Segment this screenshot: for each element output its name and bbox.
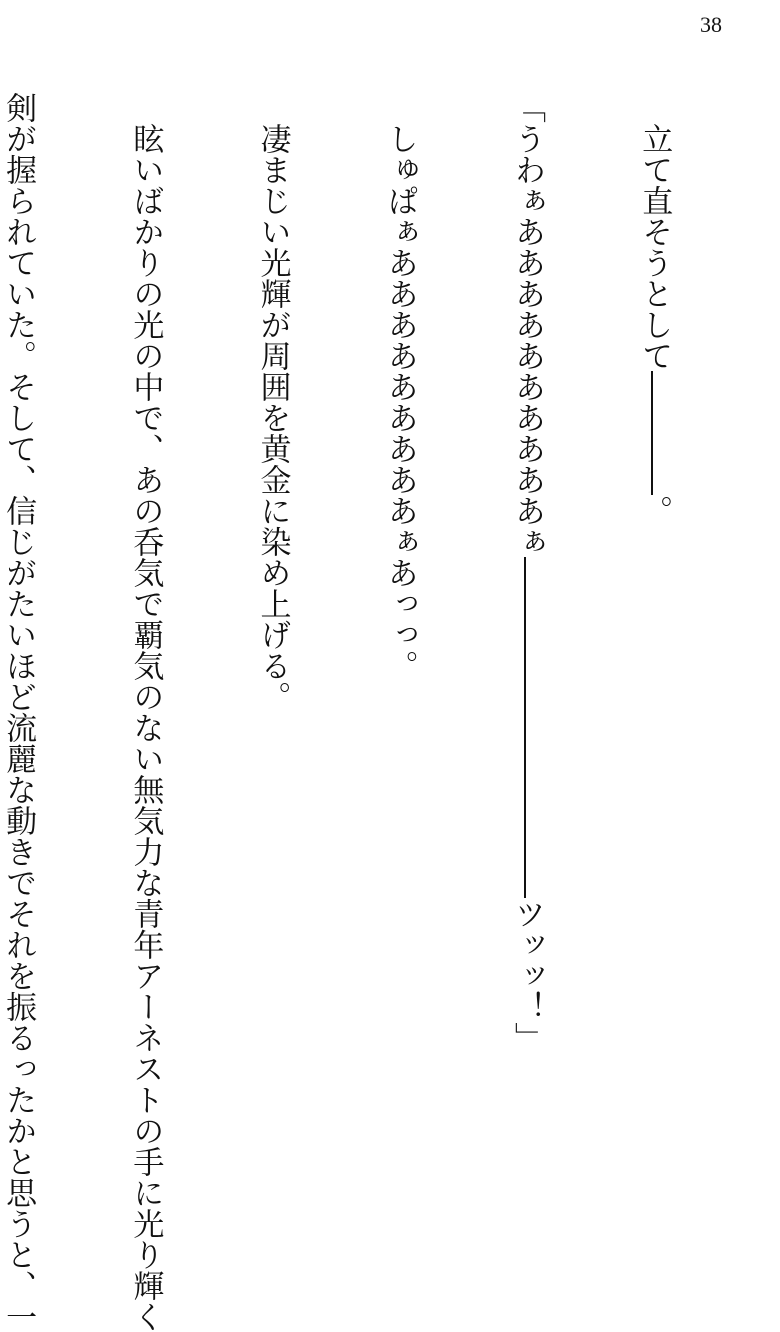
page-number: 38 (700, 12, 722, 37)
vertical-text-body (0, 92, 760, 1332)
text-line: 眩いばかりの光の中で、あの呑気で覇気のない無気力な青年アーネストの手に光り輝く (127, 123, 164, 1332)
text-line: 立て直そうとして――――。 (636, 123, 673, 526)
text-line: 剣が握られていた。そして、信じがたいほど流麗な動きでそれを振るったかと思うと、一 (0, 92, 37, 1332)
text-line: 「うわぁああああああああああぁ―――――――――――ツッッ！」 (508, 92, 545, 1053)
text-line: 凄まじい光輝が周囲を黄金に染め上げる。 (254, 123, 291, 712)
text-line: しゅぱぁあああああああああぁあっっ。 (381, 123, 418, 681)
